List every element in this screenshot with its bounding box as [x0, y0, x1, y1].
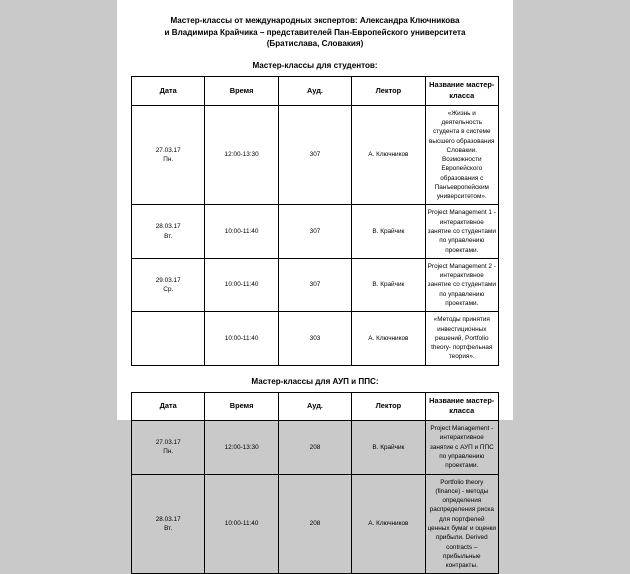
- cell-room: 208: [278, 421, 351, 474]
- cell-date-weekday: Вт.: [164, 524, 173, 532]
- cell-room: 208: [278, 474, 351, 574]
- table-header-row: [132, 77, 499, 105]
- schedule-table-staff: [131, 392, 499, 574]
- cell-lecturer: А. Ключников: [352, 105, 425, 205]
- cell-time: 12:00-13:30: [205, 421, 278, 474]
- column-header-room: Ауд.: [278, 392, 351, 420]
- cell-date-weekday: Пн.: [163, 156, 174, 164]
- document-title: [137, 15, 493, 50]
- cell-lecturer: В. Крайчик: [352, 258, 425, 311]
- cell-time: 10:00-11:40: [205, 258, 278, 311]
- column-header-lecturer: Лектор: [352, 392, 425, 420]
- column-header-time: Время: [205, 392, 278, 420]
- document-title-line-2: и Владимира Крайчика – представителей Пан-Европейского университета: [164, 27, 466, 37]
- cell-date: [132, 474, 205, 574]
- cell-date-weekday: Вт.: [164, 232, 173, 240]
- cell-masterclass-name: «Методы принятия инвестиционных решений, Portfolio theory- портфельная теория».: [425, 312, 498, 365]
- cell-masterclass-name: «Жизнь и деятельность студента в системе высшего образования Словакии. Возможности Европейского образования с Панъевропейским университетом».: [425, 105, 498, 205]
- cell-date-weekday: Ср.: [163, 286, 174, 294]
- cell-date: [132, 105, 205, 205]
- cell-date-value: 28.03.17: [155, 515, 181, 523]
- cell-room: 307: [278, 105, 351, 205]
- section-heading-staff: Мастер-классы для АУП и ППС:: [251, 376, 379, 386]
- table-row: [132, 205, 499, 258]
- cell-lecturer: В. Крайчик: [352, 421, 425, 474]
- section-heading-students: Мастер-классы для студентов:: [252, 61, 378, 71]
- document-page: [117, 0, 513, 570]
- table-header-row: [132, 392, 499, 420]
- cell-masterclass-name: Project Management 2 - интерактивное занятие со студентами по управлению проектами.: [425, 258, 498, 311]
- column-header-masterclass-name: Название мастер-класса: [425, 77, 498, 105]
- column-header-date: Дата: [132, 77, 205, 105]
- cell-date-weekday: Пн.: [163, 448, 174, 456]
- cell-time: 10:00-11:40: [205, 312, 278, 365]
- cell-lecturer: А. Ключников: [352, 474, 425, 574]
- cell-lecturer: В. Крайчик: [352, 205, 425, 258]
- cell-masterclass-name: Portfolio theory (finance) - методы определения распределения риска для портфелей ценных бумаг и оценки прибыли. Derived contracts – прибыльные контракты.: [425, 474, 498, 574]
- cell-date-value: 27.03.17: [155, 146, 181, 154]
- cell-room: 303: [278, 312, 351, 365]
- schedule-table-students: [131, 76, 499, 366]
- cell-date-value: 27.03.17: [155, 439, 181, 447]
- cell-masterclass-name: Project Management - интерактивное занятие с АУП и ППС по управлению проектами.: [425, 421, 498, 474]
- cell-time: 12:00-13:30: [205, 105, 278, 205]
- document-title-line-3: (Братислава, Словакия): [266, 39, 364, 49]
- cell-date: [132, 258, 205, 311]
- cell-lecturer: А. Ключников: [352, 312, 425, 365]
- cell-time: 10:00-11:40: [205, 205, 278, 258]
- column-header-masterclass-name: Название мастер-класса: [425, 392, 498, 420]
- cell-room: 307: [278, 205, 351, 258]
- cell-room: 307: [278, 258, 351, 311]
- column-header-date: Дата: [132, 392, 205, 420]
- cell-date: [132, 205, 205, 258]
- cell-date-value: 28.03.17: [155, 223, 181, 231]
- column-header-time: Время: [205, 77, 278, 105]
- cell-time: 10:00-11:40: [205, 474, 278, 574]
- cell-masterclass-name: Project Management 1 - интерактивное занятие со студентами по управлению проектами.: [425, 205, 498, 258]
- table-row: [132, 258, 499, 311]
- column-header-room: Ауд.: [278, 77, 351, 105]
- document-title-line-1: Мастер-классы от международных экспертов: Александра Ключникова: [170, 16, 460, 25]
- cell-date-value: 29.03.17: [155, 276, 181, 284]
- cell-date: [132, 421, 205, 474]
- table-row: [132, 105, 499, 205]
- cell-date: [132, 312, 205, 365]
- table-row: [132, 474, 499, 574]
- column-header-lecturer: Лектор: [352, 77, 425, 105]
- table-row: [132, 421, 499, 474]
- table-row: [132, 312, 499, 365]
